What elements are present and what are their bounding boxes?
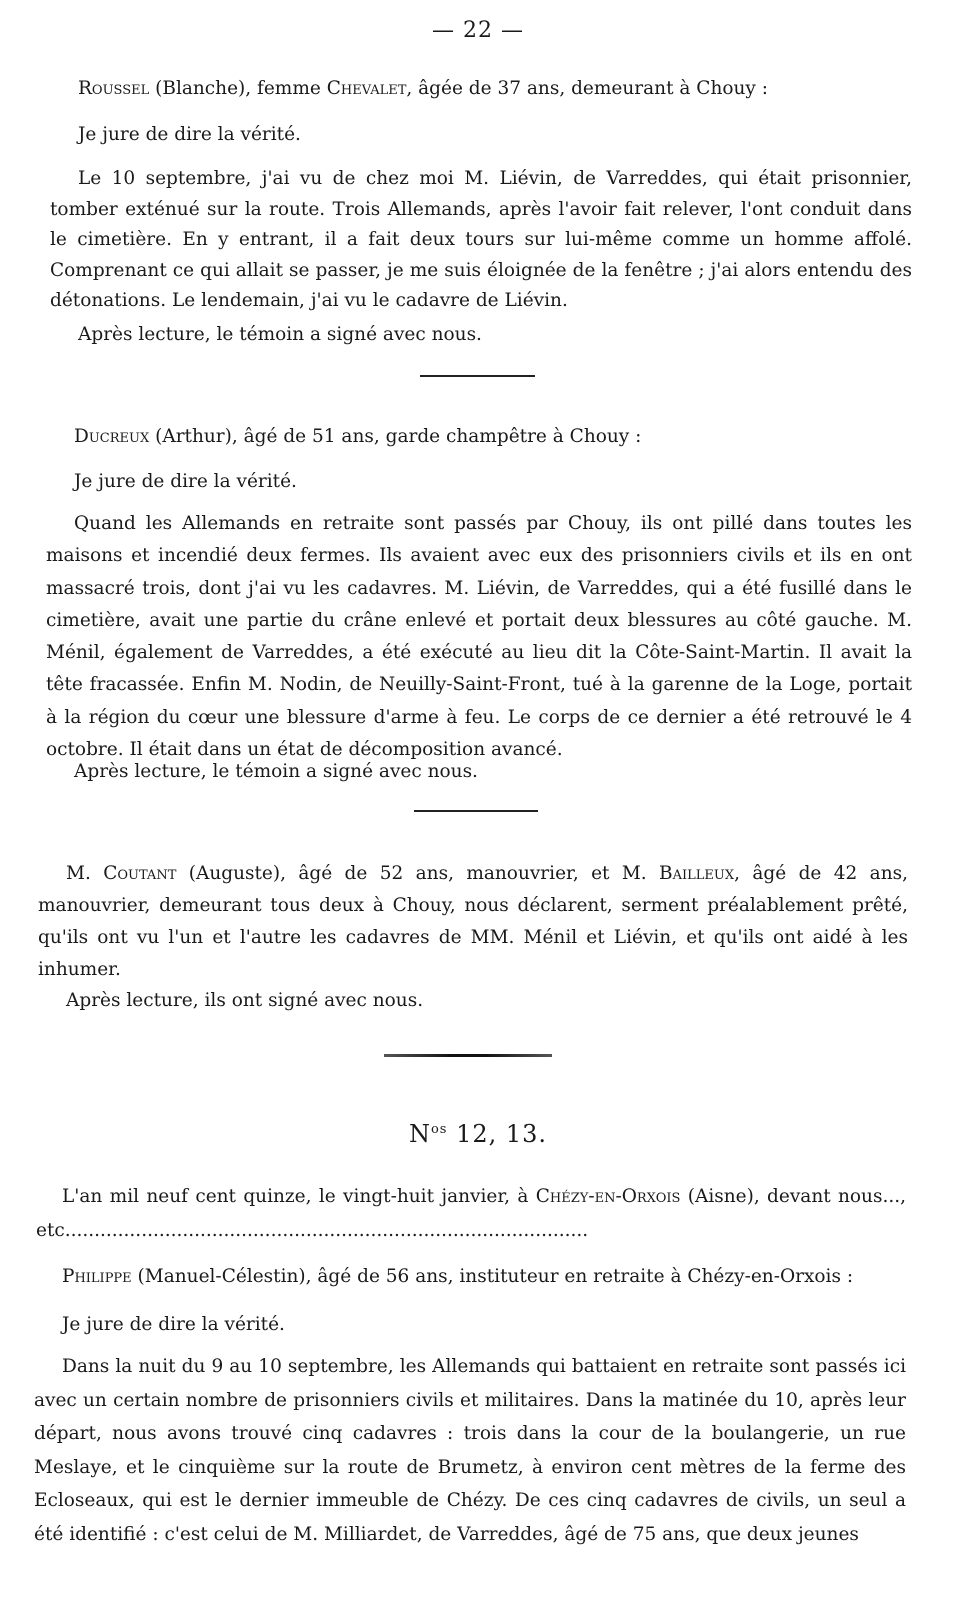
witness-name: Ducreux <box>74 426 150 447</box>
witness-intro-roussel: Roussel (Blanche), femme Chevalet, âgée de 37 ans, demeurant à Chouy : <box>78 78 768 99</box>
section-divider <box>414 810 538 812</box>
witness-name: Coutant <box>103 863 177 884</box>
witness-married-name: Chevalet <box>326 78 407 99</box>
section-divider-thick <box>384 1054 552 1057</box>
closing-roussel: Après lecture, le témoin a signé avec nous. <box>78 324 482 345</box>
section-divider <box>420 375 535 377</box>
oath-roussel: Je jure de dire la vérité. <box>78 124 301 145</box>
testimony-roussel: Le 10 septembre, j'ai vu de chez moi M. Liévin, de Varreddes, qui était prisonnier, tomber exténué sur la route. Trois Allemands, après l'avoir fait relever, l'ont conduit dans le cimetière. En y entrant, il a fait deux tours sur lui-même comme un homme affolé. Comprenant ce qui allait se passer, je me suis éloignée de la fenêtre ; j'ai alors entendu des détonations. Le lendemain, j'ai vu le cadavre de Liévin. <box>50 168 912 311</box>
page-number: — 22 — <box>432 18 524 43</box>
proces-verbal-opening: L'an mil neuf cent quinze, le vingt-huit janvier, à Chézy-en-Orxois (Aisne), devant nous..., etc......................................................................................... <box>36 1186 906 1241</box>
witness-intro-ducreux: Ducreux (Arthur), âgé de 51 ans, garde champêtre à Chouy : <box>74 426 642 447</box>
declaration-coutant-bailleux: M. Coutant (Auguste), âgé de 52 ans, manouvrier, et M. Bailleux, âgé de 42 ans, manouvrier, demeurant tous deux à Chouy, nous déclarent, serment préalablement prêté, qu'ils ont vu l'un et l'autre les cadavres de MM. Ménil et Liévin, et qu'ils ont aidé à les inhumer. <box>38 863 908 980</box>
witness-name: Roussel <box>78 78 150 99</box>
oath-ducreux: Je jure de dire la vérité. <box>74 471 297 492</box>
place-name: Chézy-en-Orxois <box>535 1186 681 1207</box>
testimony-ducreux: Quand les Allemands en retraite sont passés par Chouy, ils ont pillé dans toutes les maisons et incendié deux fermes. Ils avaient avec eux des prisonniers civils et ils en ont massacré trois, dont j'ai vu les cadavres. M. Liévin, de Varreddes, qui a été fusillé dans le cimetière, avait une partie du crâne enlevé et portait deux blessures au côté gauche. M. Ménil, également de Varreddes, a été exécuté au lieu dit la Côte-Saint-Martin. Il avait la tête fracassée. Enfin M. Nodin, de Neuilly-Saint-Front, tué à la garenne de la Loge, portait à la région du cœur une blessure d'arme à feu. Le corps de ce dernier a été retrouvé le 4 octobre. Il était dans un état de décomposition avancé. <box>46 513 912 761</box>
oath-philippe: Je jure de dire la vérité. <box>62 1314 285 1335</box>
section-heading: $N^{os}$ 12, 13. <box>408 1120 548 1148</box>
closing-coutant-bailleux: Après lecture, ils ont signé avec nous. <box>66 990 424 1011</box>
witness-name: Philippe <box>62 1266 132 1287</box>
witness-name-2: Bailleux <box>659 863 735 884</box>
witness-intro-philippe: Philippe (Manuel-Célestin), âgé de 56 ans, instituteur en retraite à Chézy-en-Orxois : <box>62 1266 854 1287</box>
closing-ducreux: Après lecture, le témoin a signé avec nous. <box>74 761 478 782</box>
testimony-philippe: Dans la nuit du 9 au 10 septembre, les Allemands qui battaient en retraite sont passés ici avec un certain nombre de prisonniers civils et militaires. Dans la matinée du 10, après leur départ, nous avons trouvé cinq cadavres : trois dans la cour de la boulangerie, un rue Meslaye, et le cinquième sur la route de Brumetz, à environ cent mètres de la ferme des Ecloseaux, qui est le dernier immeuble de Chézy. De ces cinq cadavres de civils, un seul a été identifié : c'est celui de M. Milliardet, de Varreddes, âgé de 75 ans, que deux jeunes <box>34 1356 906 1545</box>
